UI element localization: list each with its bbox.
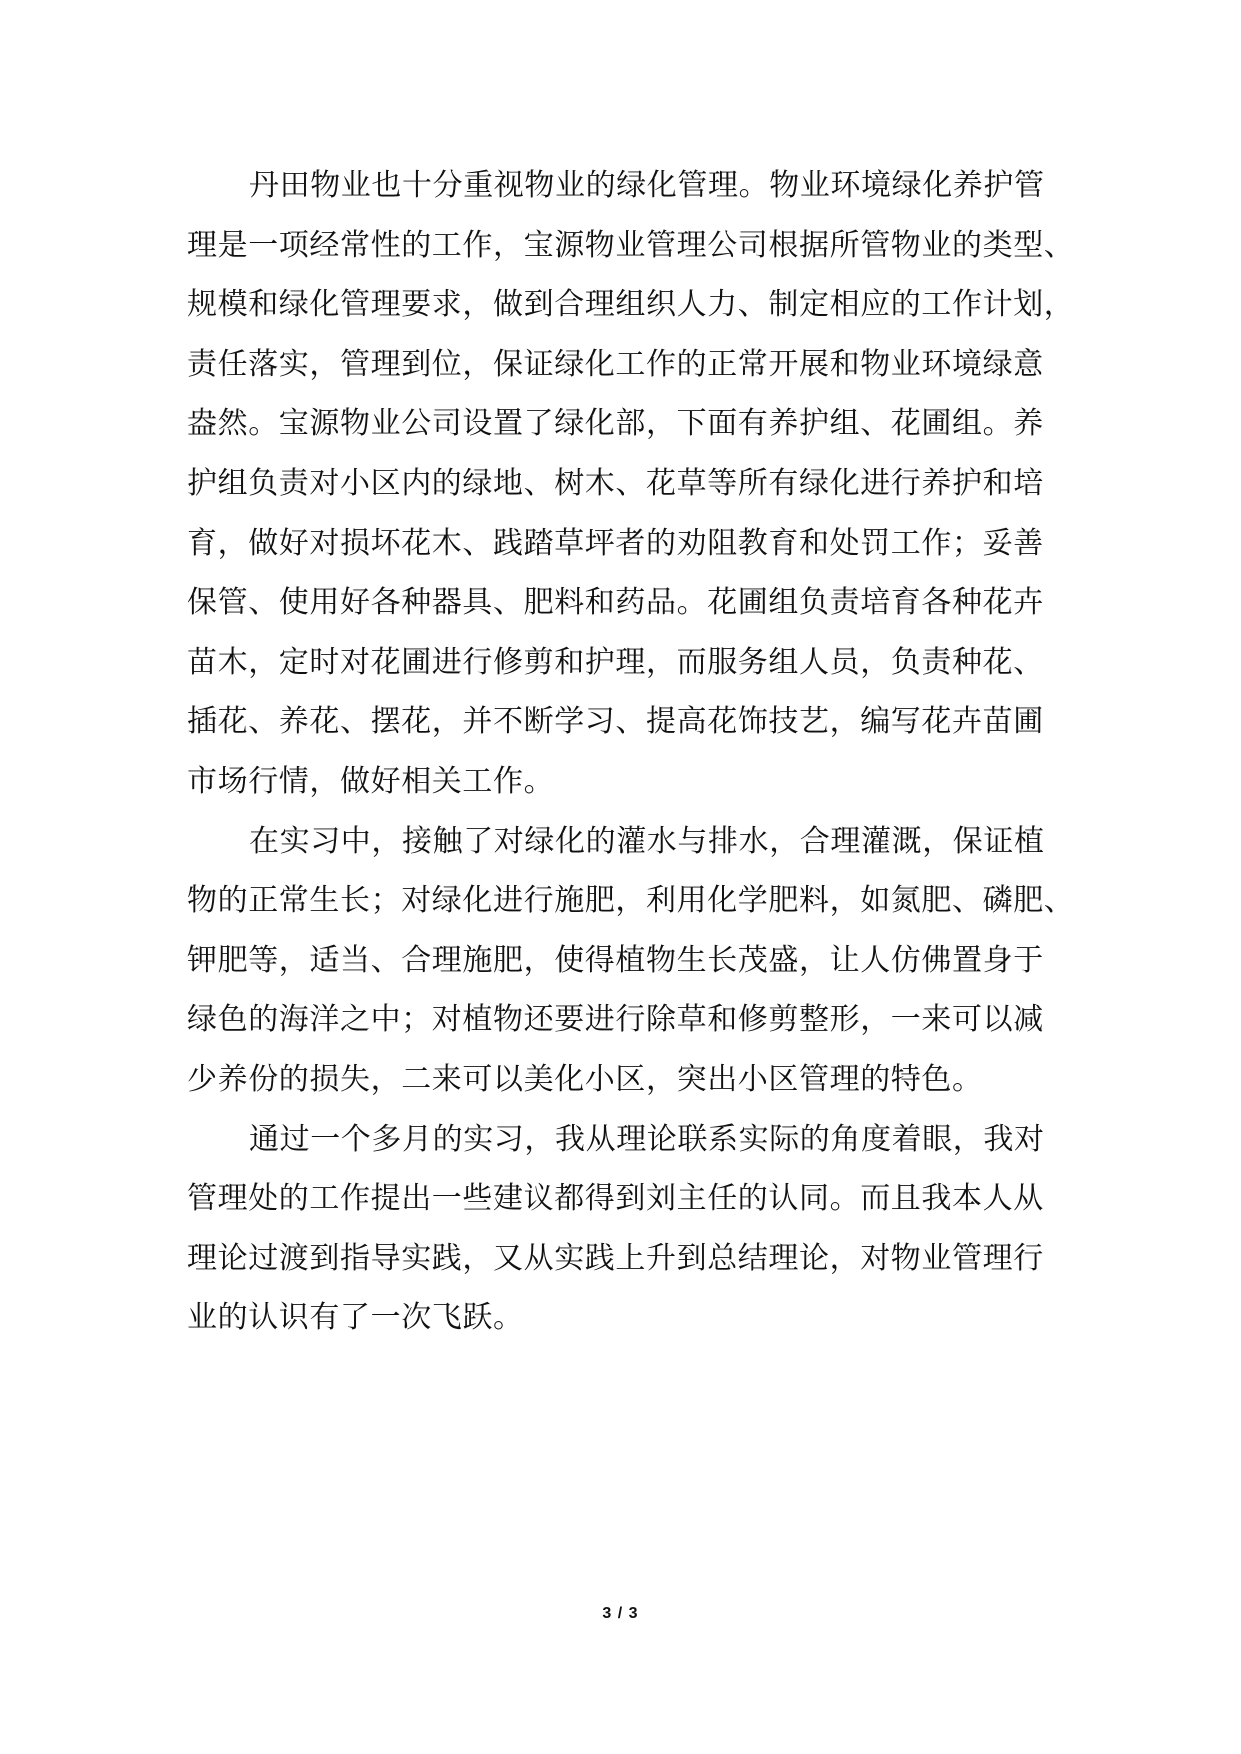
paragraph-line: 在实习中，接触了对绿化的灌水与排水，合理灌溉，保证植 xyxy=(249,823,1045,859)
paragraph-line: 保管、使用好各种器具、肥料和药品。花圃组负责培育各种花卉 xyxy=(187,585,1044,621)
paragraph-line: 通过一个多月的实习，我从理论联系实际的角度着眼，我对 xyxy=(249,1121,1045,1157)
paragraph-internship-practice xyxy=(187,812,1087,1110)
paragraph-line: 护组负责对小区内的绿地、树木、花草等所有绿化进行养护和培 xyxy=(187,465,1044,501)
paragraph-line: 插花、养花、摆花，并不断学习、提高花饰技艺，编写花卉苗圃 xyxy=(187,704,1044,740)
paragraph-line: 育，做好对损坏花木、践踏草坪者的劝阻教育和处罚工作；妥善 xyxy=(187,525,1044,561)
paragraph-line: 责任落实，管理到位，保证绿化工作的正常开展和物业环境绿意 xyxy=(187,346,1044,382)
paragraph-line: 苗木，定时对花圃进行修剪和护理，而服务组人员，负责种花、 xyxy=(187,644,1044,680)
paragraph-line: 盎然。宝源物业公司设置了绿化部，下面有养护组、花圃组。养 xyxy=(187,406,1044,442)
paragraph-line: 少养份的损失，二来可以美化小区，突出小区管理的特色。 xyxy=(187,1061,983,1097)
paragraph-line: 市场行情，做好相关工作。 xyxy=(187,763,555,799)
paragraph-conclusion xyxy=(187,1110,1087,1348)
paragraph-line: 规模和绿化管理要求，做到合理组织人力、制定相应的工作计划， xyxy=(187,287,1075,323)
paragraph-line: 理是一项经常性的工作，宝源物业管理公司根据所管物业的类型、 xyxy=(187,227,1075,263)
paragraph-greening-management xyxy=(187,156,1087,812)
paragraph-line: 业的认识有了一次飞跃。 xyxy=(187,1300,524,1336)
document-body xyxy=(187,156,1087,1348)
paragraph-line: 钾肥等，适当、合理施肥，使得植物生长茂盛，让人仿佛置身于 xyxy=(187,942,1044,978)
paragraph-line: 理论过渡到指导实践，又从实践上升到总结理论，对物业管理行 xyxy=(187,1240,1044,1276)
paragraph-line: 管理处的工作提出一些建议都得到刘主任的认同。而且我本人从 xyxy=(187,1181,1044,1217)
paragraph-line: 绿色的海洋之中；对植物还要进行除草和修剪整形，一来可以减 xyxy=(187,1002,1044,1038)
paragraph-line: 丹田物业也十分重视物业的绿化管理。物业环境绿化养护管 xyxy=(249,168,1045,203)
paragraph-line: 物的正常生长；对绿化进行施肥，利用化学肥料，如氮肥、磷肥、 xyxy=(187,883,1075,919)
page-number: 3 / 3 xyxy=(602,1605,639,1622)
